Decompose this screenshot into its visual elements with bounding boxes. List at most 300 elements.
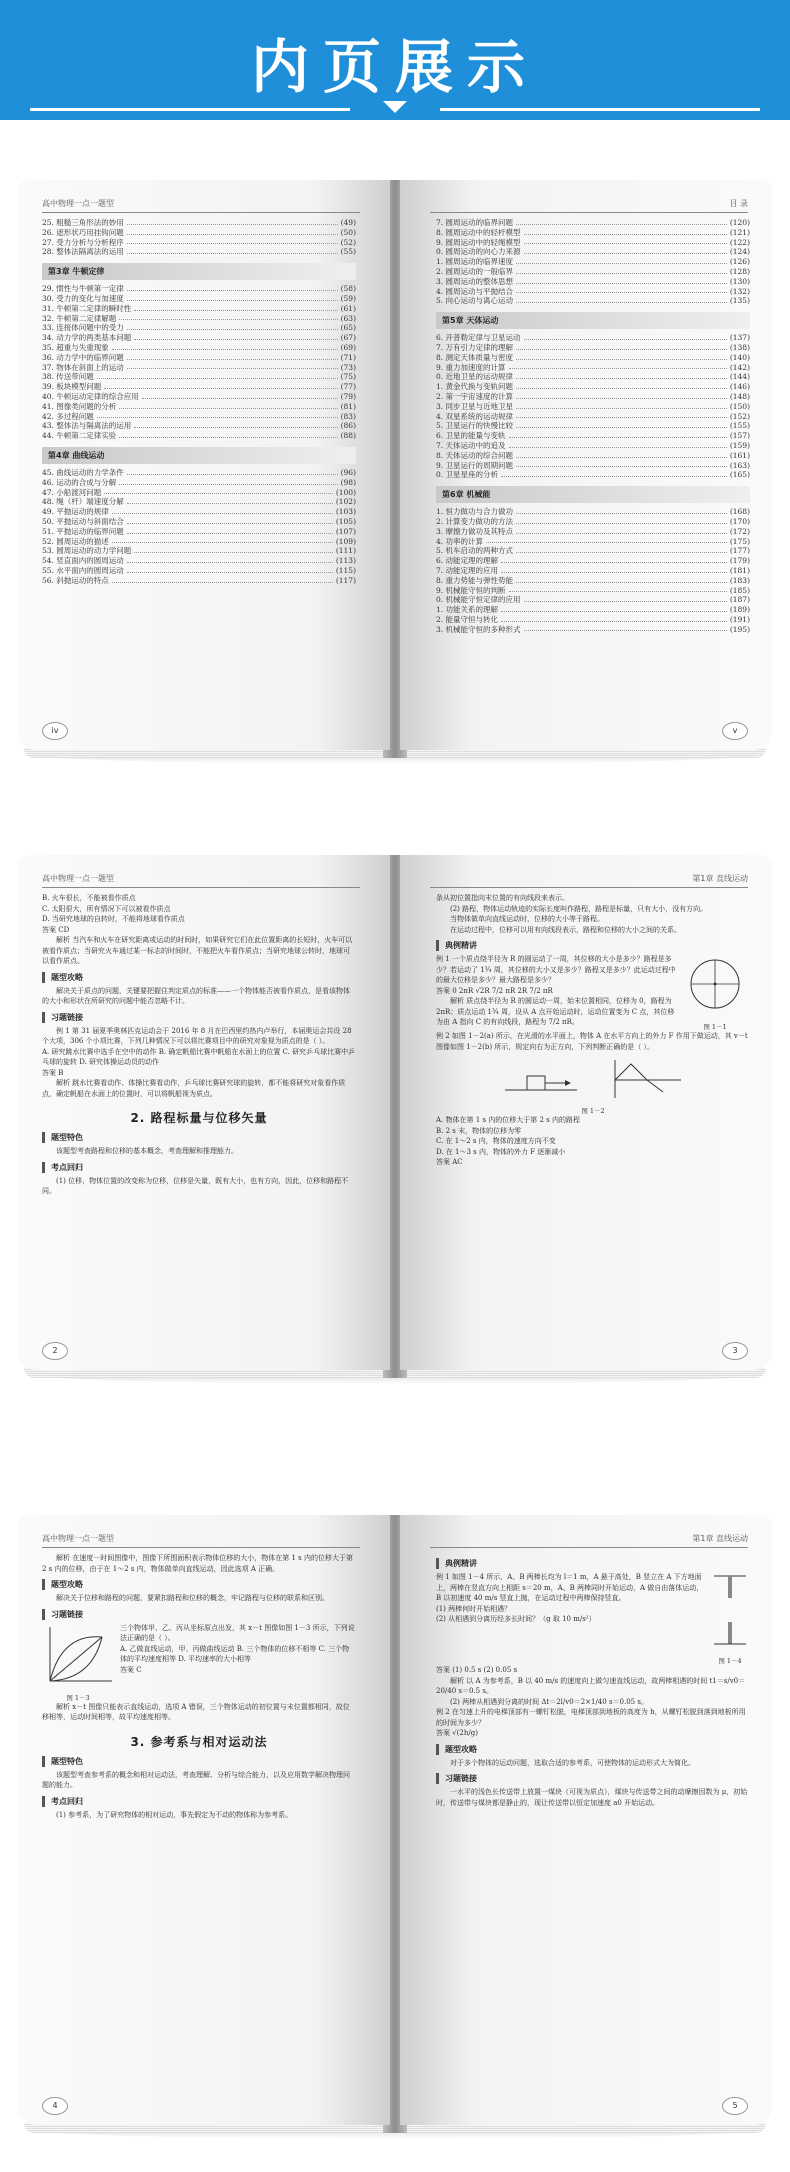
chapter-heading: 第6章 机械能 bbox=[436, 486, 750, 503]
analysis-text: 解析 跳水比赛看动作、体操比赛看动作，乒乓球比赛研究球的旋转，都不能将研究对象看作质点，确定帆船在水面上的位置时，可以将帆船视为质点。 bbox=[42, 1079, 346, 1098]
toc-entry-page: (159) bbox=[729, 440, 750, 450]
body-paragraph: 解决关于质点的问题，关键要把握住判定质点的标准——一个物体能否被看作质点，是看该物体的大小和形状在所研究的问题中能否忽略不计。 bbox=[42, 986, 350, 1005]
toc-entry-page: (111) bbox=[335, 546, 356, 556]
body-paragraph: 条从初位置指向末位置的有向线段来表示。 bbox=[436, 894, 569, 902]
toc-entry-title: 6. 动能定理的理解 bbox=[436, 556, 499, 566]
section-subheading: 题型攻略 bbox=[42, 1579, 356, 1590]
toc-entry-page: (107) bbox=[335, 526, 356, 536]
toc-entry bbox=[42, 546, 356, 556]
toc-list bbox=[42, 468, 356, 586]
toc-leader-dots bbox=[516, 372, 727, 379]
toc-leader-dots bbox=[112, 537, 333, 544]
chapter-heading: 第3章 牛顿定律 bbox=[42, 263, 356, 280]
toc-entry-title: 1. 黄金代换与变轨问题 bbox=[436, 382, 514, 392]
toc-entry-page: (179) bbox=[729, 556, 750, 566]
toc-entry-page: (135) bbox=[729, 296, 750, 306]
toc-entry-page: (113) bbox=[335, 556, 356, 566]
section-subheading: 题型攻略 bbox=[42, 972, 356, 983]
toc-leader-dots bbox=[516, 517, 727, 524]
toc-entry bbox=[42, 343, 356, 353]
toc-entry-title: 6. 卫星的能量与变轨 bbox=[436, 431, 506, 441]
toc-entry-page: (150) bbox=[729, 401, 750, 411]
equation-text: (2) 两棒从相遇到分离的时间 Δt＝2l/v0＝2×1/40 s＝0.05 s。 bbox=[450, 1697, 648, 1706]
toc-entry-page: (75) bbox=[340, 372, 356, 382]
question-part: (1) 两棒何时开始相遇？ bbox=[436, 1604, 512, 1613]
toc-entry-page: (115) bbox=[335, 565, 356, 575]
toc-leader-dots bbox=[516, 546, 727, 553]
banner-divider-right bbox=[440, 108, 760, 111]
toc-entry-title: 9. 圆周运动中的轻绳模型 bbox=[436, 237, 521, 247]
toc-entry bbox=[436, 566, 750, 576]
toc-list bbox=[42, 284, 356, 441]
toc-leader-dots bbox=[516, 382, 727, 389]
toc-entry bbox=[436, 507, 750, 517]
toc-entry bbox=[42, 363, 356, 373]
page-number: 4 bbox=[42, 2097, 68, 2115]
toc-leader-dots bbox=[127, 284, 338, 291]
toc-leader-dots bbox=[134, 304, 337, 311]
figure-1-2 bbox=[436, 1056, 750, 1102]
two-rods-diagram bbox=[710, 1572, 750, 1652]
answer-text: 答案 √(2h/g) bbox=[436, 1729, 478, 1737]
toc-entry-title: 29. 惯性与牛顿第一定律 bbox=[42, 284, 124, 294]
toc-entry-page: (168) bbox=[729, 507, 750, 517]
toc-entry-title: 32. 牛顿第二定律解题 bbox=[42, 313, 117, 323]
toc-entry-title: 0. 机械能守恒定律的应用 bbox=[436, 595, 521, 605]
exercise-question: 一水平的浅色长传送带上放置一煤块（可视为质点），煤块与传送带之间的动摩擦因数为 μ，初始时，传送带与煤块都是静止的，现让传送带以恒定加速度 a0 开始运动。 bbox=[436, 1788, 748, 1807]
toc-entry-title: 3. 同步卫星与近地卫星 bbox=[436, 401, 514, 411]
toc-entry-page: (77) bbox=[340, 382, 356, 392]
toc-leader-dots bbox=[104, 488, 333, 495]
toc-entry-title: 7. 万有引力定律的理解 bbox=[436, 342, 514, 352]
toc-leader-dots bbox=[501, 556, 727, 563]
toc-entry-title: 35. 超重与失重现象 bbox=[42, 342, 109, 352]
toc-entry-title: 28. 整体法隔离法的运用 bbox=[42, 247, 124, 257]
toc-entry-page: (63) bbox=[340, 313, 356, 323]
toc-entry-page: (79) bbox=[340, 391, 356, 401]
toc-entry-title: 3. 圆周运动的整体思想 bbox=[436, 276, 514, 286]
toc-entry bbox=[42, 238, 356, 248]
option-text: B. 2 s 末，物体的位移为零 bbox=[436, 1126, 522, 1135]
toc-entry bbox=[436, 238, 750, 248]
toc-entry bbox=[42, 304, 356, 314]
toc-entry-title: 0. 圆周运动的向心力来源 bbox=[436, 247, 521, 257]
toc-entry-title: 25. 粗糙三角形法的妙用 bbox=[42, 218, 124, 227]
toc-entry-title: 6. 开普勒定律与卫星运动 bbox=[436, 333, 521, 343]
toc-entry bbox=[42, 527, 356, 537]
toc-entry bbox=[436, 333, 750, 343]
toc-entry-page: (73) bbox=[340, 362, 356, 372]
toc-entry-page: (61) bbox=[340, 303, 356, 313]
answer-text: 答案 (1) 0.5 s (2) 0.05 s bbox=[436, 1666, 518, 1674]
toc-leader-dots bbox=[127, 353, 338, 360]
toc-entry-page: (165) bbox=[729, 470, 750, 480]
toc-leader-dots bbox=[112, 576, 333, 583]
toc-leader-dots bbox=[112, 343, 338, 350]
toc-leader-dots bbox=[516, 257, 727, 264]
toc-entry-title: 54. 竖直面内的圆周运动 bbox=[42, 556, 124, 566]
toc-entry bbox=[42, 333, 356, 343]
toc-entry-title: 53. 圆周运动的动力学问题 bbox=[42, 546, 132, 556]
toc-leader-dots bbox=[516, 353, 727, 360]
toc-entry-page: (187) bbox=[729, 595, 750, 605]
toc-entry bbox=[436, 595, 750, 605]
toc-entry bbox=[436, 392, 750, 402]
toc-entry bbox=[42, 488, 356, 498]
toc-leader-dots bbox=[127, 556, 333, 563]
toc-entry-page: (109) bbox=[335, 536, 356, 546]
toc-entry-page: (86) bbox=[340, 421, 356, 431]
toc-leader-dots bbox=[486, 537, 727, 544]
toc-entry-page: (120) bbox=[729, 218, 750, 227]
toc-entry bbox=[436, 296, 750, 306]
toc-entry-title: 2. 第一宇宙速度的计算 bbox=[436, 391, 514, 401]
exercise-with-figure bbox=[42, 1623, 356, 1702]
toc-leader-dots bbox=[516, 421, 727, 428]
toc-entry bbox=[436, 625, 750, 635]
toc-entry-title: 30. 受力的变化与加速度 bbox=[42, 293, 124, 303]
page-5 bbox=[400, 1515, 772, 2125]
toc-entry bbox=[436, 412, 750, 422]
toc-entry-title: 3. 机械能守恒的多种形式 bbox=[436, 624, 521, 634]
option-text: C. 太阳很大，所有情况下可以被看作质点 bbox=[42, 904, 171, 913]
toc-entry bbox=[42, 556, 356, 566]
toc-leader-dots bbox=[97, 412, 338, 419]
page-number: iv bbox=[42, 722, 68, 740]
toc-leader-dots bbox=[516, 402, 727, 409]
toc-leader-dots bbox=[127, 238, 338, 245]
toc-entry-title: 48. 绳（杆）端速度分解 bbox=[42, 497, 124, 507]
toc-leader-dots bbox=[119, 478, 337, 485]
answer-text: 答案 B bbox=[42, 1068, 64, 1077]
block-on-surface-diagram bbox=[501, 1056, 581, 1102]
analysis-text: 解析 x－t 图像只能表示直线运动，选项 A 错误，三个物体运动的初位置与末位置都相同，故位移相等，运动时间相等，故平均速度相等。 bbox=[42, 1702, 350, 1721]
running-head: 高中物理一点一题型 bbox=[42, 198, 360, 213]
toc-entry-title: 5. 向心运动与离心运动 bbox=[436, 296, 514, 306]
toc-entry-title: 39. 板块模型问题 bbox=[42, 382, 102, 392]
toc-entry bbox=[42, 323, 356, 333]
toc-right-content bbox=[436, 218, 750, 720]
toc-entry-title: 4. 圆周运动与平抛结合 bbox=[436, 286, 514, 296]
toc-entry-page: (191) bbox=[729, 614, 750, 624]
body-paragraph: 在运动过程中，位移可以用有向线段表示，路程和位移的大小之间的关系。 bbox=[450, 925, 681, 934]
toc-leader-dots bbox=[501, 605, 727, 612]
page-3 bbox=[400, 855, 772, 1370]
toc-entry-page: (163) bbox=[729, 460, 750, 470]
toc-entry-page: (126) bbox=[729, 257, 750, 267]
toc-entry-title: 2. 计算变力做功的方法 bbox=[436, 516, 514, 526]
toc-entry-page: (195) bbox=[729, 624, 750, 634]
toc-entry-title: 9. 卫星运行的周期问题 bbox=[436, 460, 514, 470]
toc-leader-dots bbox=[127, 218, 338, 225]
toc-leader-dots bbox=[134, 421, 337, 428]
example-question: 例 2 在匀速上升的电梯顶部有一螺钉松脱，电梯顶部到地板的高度为 h，从螺钉松脱到落到地板所用的时间为多少？ bbox=[436, 1708, 746, 1727]
position-time-graph bbox=[42, 1623, 114, 1689]
page-number: 3 bbox=[722, 1342, 748, 1360]
toc-entry bbox=[42, 402, 356, 412]
toc-entry bbox=[42, 294, 356, 304]
toc-entry-title: 2. 能量守恒与转化 bbox=[436, 614, 499, 624]
toc-entry-title: 36. 动力学中的临界问题 bbox=[42, 352, 124, 362]
toc-entry-title: 2. 圆周运动的一般临界 bbox=[436, 266, 514, 276]
toc-entry-page: (146) bbox=[729, 382, 750, 392]
toc-entry bbox=[436, 247, 750, 257]
toc-entry-page: (58) bbox=[340, 284, 356, 294]
toc-entry-page: (128) bbox=[729, 266, 750, 276]
toc-entry-title: 34. 动力学的两类基本问题 bbox=[42, 333, 132, 343]
toc-entry bbox=[436, 517, 750, 527]
toc-entry-page: (172) bbox=[729, 526, 750, 536]
toc-list bbox=[42, 218, 356, 257]
toc-entry bbox=[436, 353, 750, 363]
toc-entry bbox=[436, 451, 750, 461]
toc-entry-title: 40. 牛顿运动定律的综合应用 bbox=[42, 391, 139, 401]
toc-entry bbox=[436, 402, 750, 412]
toc-entry bbox=[436, 461, 750, 471]
body-paragraph: 该题型考查路程和位移的基本概念，考查理解和推理能力。 bbox=[56, 1147, 238, 1155]
toc-entry-title: 7. 天体运动中的追及 bbox=[436, 440, 506, 450]
circle-diagram bbox=[680, 954, 750, 1018]
toc-entry-title: 8. 重力势能与弹性势能 bbox=[436, 575, 514, 585]
section-subheading: 典例精讲 bbox=[436, 1558, 750, 1569]
toc-entry bbox=[42, 218, 356, 228]
toc-leader-dots bbox=[127, 228, 338, 235]
toc-entry bbox=[42, 421, 356, 431]
toc-leader-dots bbox=[516, 576, 727, 583]
chapter-heading: 第5章 天体运动 bbox=[436, 312, 750, 329]
toc-leader-dots bbox=[501, 615, 727, 622]
section-subheading: 题型特色 bbox=[42, 1132, 356, 1143]
page-number: 2 bbox=[42, 1342, 68, 1360]
toc-entry-page: (52) bbox=[340, 237, 356, 247]
toc-entry-page: (130) bbox=[729, 276, 750, 286]
toc-entry-page: (59) bbox=[340, 293, 356, 303]
velocity-time-graph bbox=[605, 1056, 685, 1102]
toc-entry bbox=[436, 372, 750, 382]
analysis-text: 解析 在速度－时间图像中，图像下所围面积表示物体位移的大小，物体在第 1 s 内的位移大于第 2 s 内的位移，由于在 1～2 s 内，物体做单向直线运动，因此选项 A 正确。 bbox=[42, 1554, 353, 1573]
toc-right-page bbox=[400, 180, 772, 750]
toc-entry-title: 33. 连接体问题中的受力 bbox=[42, 323, 124, 333]
toc-entry-title: 8. 圆周运动中的轻杆模型 bbox=[436, 227, 521, 237]
toc-entry-page: (152) bbox=[729, 411, 750, 421]
toc-entry-title: 47. 小船渡河问题 bbox=[42, 487, 102, 497]
page-4-content bbox=[42, 1553, 356, 2095]
toc-leader-dots bbox=[516, 451, 727, 458]
toc-entry bbox=[42, 478, 356, 488]
toc-leader-dots bbox=[134, 546, 333, 553]
toc-entry-title: 27. 受力分析与分析程序 bbox=[42, 237, 124, 247]
toc-entry-title: 45. 曲线运动的力学条件 bbox=[42, 467, 124, 477]
toc-entry-title: 44. 牛顿第二定律实验 bbox=[42, 431, 117, 441]
body-paragraph: 该题型考查参考系的概念和相对运动法，考查理解、分析与综合能力，以及应用数学解决物理问题的能力。 bbox=[42, 1770, 350, 1789]
toc-entry-page: (67) bbox=[340, 333, 356, 343]
book-spread-pages-4-5 bbox=[18, 1515, 772, 2125]
body-paragraph: 解决关于位移和路程的问题，要紧扣路程和位移的概念，牢记路程与位移的联系和区别。 bbox=[56, 1594, 329, 1602]
toc-entry-page: (100) bbox=[335, 487, 356, 497]
section-title: 2. 路程标量与位移矢量 bbox=[130, 1111, 268, 1125]
toc-leader-dots bbox=[119, 402, 337, 409]
toc-entry bbox=[436, 556, 750, 566]
toc-entry bbox=[436, 586, 750, 596]
example-question: 例 1 一个质点绕半径为 R 的圆运动了一周，其位移的大小是多少？路程是多少？若运动了 1¾ 周，其位移的大小又是多少？路程又是多少？此运动过程中的最大位移是多少？最大路程是多少？ bbox=[436, 955, 676, 984]
toc-entry-page: (50) bbox=[340, 227, 356, 237]
toc-entry-page: (65) bbox=[340, 323, 356, 333]
figure-1-3 bbox=[42, 1623, 114, 1702]
body-paragraph: (1) 参考系，为了研究物体的相对运动，事先假定为不动的物体称为参考系。 bbox=[56, 1810, 293, 1819]
toc-entry-page: (105) bbox=[335, 516, 356, 526]
toc-leader-dots bbox=[501, 566, 727, 573]
book-spread-pages-2-3 bbox=[18, 855, 772, 1370]
analysis-text: 解析 质点绕半径为 R 的圆运动一周，始末位置相同，位移为 0，路程为 2πR；质点运动 1¾ 周，设从 A 点开始运动时，运动位置变为 C 点，其位移为由 A 指向 C 的有向线段，路程为 7/2 πR。 bbox=[436, 997, 675, 1026]
toc-leader-dots bbox=[516, 507, 727, 514]
body-paragraph: 当物体做单向直线运动时，位移的大小等于路程。 bbox=[450, 915, 604, 923]
toc-entry bbox=[42, 382, 356, 392]
toc-entry-title: 38. 传送带问题 bbox=[42, 372, 94, 382]
toc-entry-title: 46. 运动的合成与分解 bbox=[42, 477, 117, 487]
toc-entry-title: 9. 重力加速度的计算 bbox=[436, 362, 506, 372]
exercise-question: 三个物体甲、乙、丙从坐标原点出发，其 x－t 图像如图 1－3 所示，下列说法正确的是（ ）。 bbox=[120, 1623, 355, 1642]
toc-entry-page: (98) bbox=[340, 477, 356, 487]
toc-entry-page: (148) bbox=[729, 391, 750, 401]
toc-entry-title: 9. 机械能守恒的判断 bbox=[436, 585, 506, 595]
toc-entry-page: (81) bbox=[340, 401, 356, 411]
section-title: 3. 参考系与相对运动法 bbox=[130, 1734, 268, 1749]
toc-entry-page: (157) bbox=[729, 431, 750, 441]
toc-entry-title: 41. 图像类问题的分析 bbox=[42, 401, 117, 411]
toc-entry-page: (117) bbox=[335, 575, 356, 585]
answer-text: 答案 AC bbox=[436, 1158, 463, 1166]
toc-leader-dots bbox=[516, 267, 727, 274]
example-with-figure bbox=[436, 954, 750, 1031]
running-head: 第1章 直线运动 bbox=[430, 873, 748, 888]
page-number: v bbox=[722, 722, 748, 740]
answer-text: 答案 C bbox=[120, 1665, 142, 1674]
toc-entry-page: (185) bbox=[729, 585, 750, 595]
toc-entry bbox=[436, 363, 750, 373]
page-2-content bbox=[42, 893, 356, 1340]
answer-text: 答案 CD bbox=[42, 925, 70, 934]
toc-entry-page: (132) bbox=[729, 286, 750, 296]
exercise-block bbox=[120, 1623, 356, 1702]
body-paragraph: (2) 路程，物体运动轨迹的实际长度叫作路程，路程是标量，只有大小，没有方向。 bbox=[450, 904, 708, 913]
toc-entry bbox=[436, 277, 750, 287]
toc-leader-dots bbox=[97, 372, 338, 379]
toc-entry bbox=[436, 605, 750, 615]
option-text: A. 物体在第 1 s 内的位移大于第 2 s 内的路程 bbox=[436, 1116, 580, 1124]
toc-entry bbox=[42, 228, 356, 238]
toc-entry bbox=[436, 546, 750, 556]
running-head: 高中物理一点一题型 bbox=[42, 873, 360, 888]
toc-entry bbox=[42, 576, 356, 586]
toc-entry-title: 51. 平抛运动的临界问题 bbox=[42, 526, 124, 536]
toc-entry-page: (102) bbox=[335, 497, 356, 507]
toc-leader-dots bbox=[516, 218, 727, 225]
toc-entry-page: (183) bbox=[729, 575, 750, 585]
toc-entry-title: 1. 功能关系的理解 bbox=[436, 605, 499, 615]
toc-entry bbox=[436, 287, 750, 297]
body-paragraph: (1) 位移，物体位置的改变称为位移，位移是矢量，既有大小，也有方向，因此，位移和路程不同。 bbox=[42, 1176, 349, 1195]
toc-entry bbox=[42, 314, 356, 324]
option-text: D. 当研究地球的自转时，不能将地球看作质点 bbox=[42, 915, 185, 923]
toc-entry-title: 7. 动能定理的应用 bbox=[436, 565, 499, 575]
figure-caption: 图 1－3 bbox=[66, 1693, 90, 1702]
banner-divider-left bbox=[30, 108, 350, 111]
toc-entry bbox=[436, 576, 750, 586]
toc-entry-title: 5. 机车启动的两种方式 bbox=[436, 546, 514, 556]
toc-leader-dots bbox=[524, 228, 727, 235]
section-subheading: 考点回归 bbox=[42, 1796, 356, 1807]
toc-leader-dots bbox=[509, 363, 727, 370]
exercise-options: A. 乙做直线运动，甲、丙做曲线运动 B. 三个物体的位移不相等 C. 三个物体的平均速度相等 D. 平均速率的大小相等 bbox=[120, 1644, 350, 1663]
option-text: D. 在 1～3 s 内，物体的外力 F 逐渐减小 bbox=[436, 1147, 566, 1156]
banner-title: 内页展示 bbox=[250, 33, 539, 101]
toc-entry bbox=[42, 353, 356, 363]
toc-entry-page: (170) bbox=[729, 516, 750, 526]
toc-entry-page: (175) bbox=[729, 536, 750, 546]
page-4 bbox=[18, 1515, 390, 2125]
toc-leader-dots bbox=[104, 382, 337, 389]
toc-leader-dots bbox=[119, 314, 337, 321]
toc-entry-page: (96) bbox=[340, 467, 356, 477]
toc-entry bbox=[42, 537, 356, 547]
toc-entry-title: 8. 天体运动的综合问题 bbox=[436, 450, 514, 460]
exercise-question: 例 1 第 31 届夏季奥林匹克运动会于 2016 年 8 月在巴西里约热内卢举行，本届奥运会共设 28 个大项，306 个小项比赛，下列几种情况下可以将比赛项目中的研究对象视为质点的是（ ）。 bbox=[42, 1026, 352, 1045]
toc-entry-page: (103) bbox=[335, 507, 356, 517]
toc-entry bbox=[436, 431, 750, 441]
book-spread-toc bbox=[18, 180, 772, 750]
page-2 bbox=[18, 855, 390, 1370]
toc-entry-title: 4. 功率的计算 bbox=[436, 536, 484, 546]
toc-leader-dots bbox=[127, 363, 338, 370]
toc-entry bbox=[42, 372, 356, 382]
toc-entry bbox=[436, 441, 750, 451]
toc-entry-page: (181) bbox=[729, 565, 750, 575]
section-subheading: 习题链接 bbox=[436, 1773, 750, 1784]
toc-left-page bbox=[18, 180, 390, 750]
toc-leader-dots bbox=[127, 468, 338, 475]
running-head: 目 录 bbox=[430, 198, 748, 213]
toc-entry-title: 55. 水平面内的圆周运动 bbox=[42, 565, 124, 575]
toc-leader-dots bbox=[112, 507, 333, 514]
toc-entry-title: 3. 摩擦力做功及其特点 bbox=[436, 526, 514, 536]
banner-notch-icon bbox=[383, 101, 407, 113]
toc-entry-page: (137) bbox=[729, 333, 750, 343]
toc-entry bbox=[42, 507, 356, 517]
toc-entry bbox=[42, 247, 356, 257]
toc-entry-title: 0. 近地卫星的运动规律 bbox=[436, 372, 514, 382]
toc-entry bbox=[436, 218, 750, 228]
toc-entry-page: (138) bbox=[729, 342, 750, 352]
toc-list bbox=[436, 218, 750, 306]
toc-entry bbox=[42, 566, 356, 576]
toc-entry-page: (69) bbox=[340, 342, 356, 352]
toc-entry bbox=[436, 257, 750, 267]
toc-leader-dots bbox=[524, 333, 727, 340]
toc-entry-page: (121) bbox=[729, 227, 750, 237]
figure-caption: 图 1－4 bbox=[718, 1657, 742, 1665]
toc-leader-dots bbox=[516, 343, 727, 350]
question-part: (2) 从相遇到分离历经多长时间？（g 取 10 m/s²） bbox=[436, 1615, 596, 1623]
toc-leader-dots bbox=[127, 323, 338, 330]
toc-entry-page: (189) bbox=[729, 605, 750, 615]
exercise-options: A. 研究跳水比赛中选手在空中的动作 B. 确定帆船比赛中帆船在水面上的位置 C. 研究乒乓球比赛中乒乓球的旋转 D. 研究体操运动员的动作 bbox=[42, 1047, 356, 1066]
toc-leader-dots bbox=[127, 247, 338, 254]
figure-caption: 图 1－2 bbox=[581, 1107, 605, 1115]
toc-entry-page: (161) bbox=[729, 450, 750, 460]
option-text: C. 在 1～2 s 内，物体的速度方向不变 bbox=[436, 1137, 556, 1145]
analysis-text: 解析 当汽车和火车在研究距离或运动的时间时，如果研究它们在此位置距离的长短时，火车可以被看作质点；当研究火车通过某一标志的时间时，不能把火车看作质点；当研究地球公转时，地球可以看作质点。 bbox=[42, 936, 353, 965]
toc-entry-page: (177) bbox=[729, 546, 750, 556]
